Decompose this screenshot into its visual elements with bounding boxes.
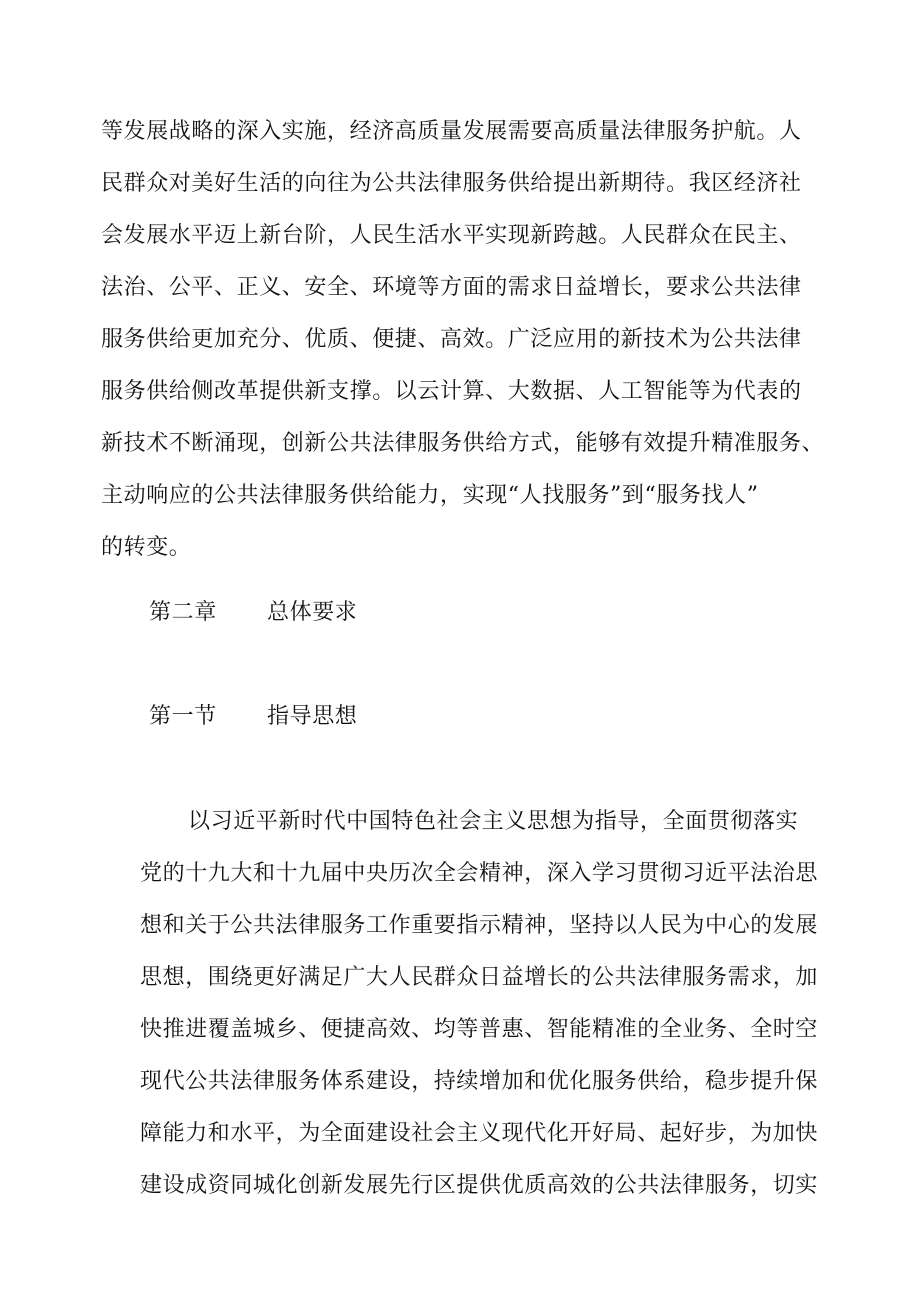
text-line: 思想，围绕更好满足广大人民群众日益增长的公共法律服务需求，加 [140,965,819,990]
chapter-heading [149,598,357,628]
text-line: 服务供给侧改革提供新支撑。以云计算、大数据、人工智能等为代表的 [101,379,802,404]
section-title: 指导思想 [267,704,358,729]
text-line: 现代公共法律服务体系建设，持续增加和优化服务供给，稳步提升保 [140,1069,819,1094]
text-line: 新技术不断涌现，创新公共法律服务供给方式，能够有效提升精准服务、 [101,431,825,456]
chapter-title: 总体要求 [267,600,358,625]
text-line: 会发展水平迈上新台阶，人民生活水平实现新跨越。人民群众在民主、 [101,223,802,248]
section-number: 第一节 [149,704,217,729]
chapter-number: 第二章 [149,600,217,625]
section-heading [149,702,357,732]
text-line: 障能力和水平，为全面建设社会主义现代化开好局、起好步，为加快 [140,1121,819,1146]
text-line: 以习近平新时代中国特色社会主义思想为指导，全面贯彻落实 [188,809,799,834]
text-line: 民群众对美好生活的向往为公共法律服务供给提出新期待。我区经济社 [101,171,802,196]
text-line: 服务供给更加充分、优质、便捷、高效。广泛应用的新技术为公共法律 [101,327,802,352]
text-line: 党的十九大和十九届中央历次全会精神，深入学习贯彻习近平法治思 [140,861,819,886]
text-line: 快推进覆盖城乡、便捷高效、均等普惠、智能精准的全业务、全时空 [140,1017,819,1042]
text-line: 等发展战略的深入实施，经济高质量发展需要高质量法律服务护航。人 [101,119,802,144]
text-line: 建设成资同城化创新发展先行区提供优质高效的公共法律服务，切实 [140,1173,819,1198]
text-line: 想和关于公共法律服务工作重要指示精神，坚持以人民为中心的发展 [140,913,819,938]
text-line: 主动响应的公共法律服务供给能力，实现“人找服务”到“服务找人” [101,483,759,508]
text-line: 的转变。 [101,535,192,560]
text-line: 法治、公平、正义、安全、环境等方面的需求日益增长，要求公共法律 [101,275,802,300]
